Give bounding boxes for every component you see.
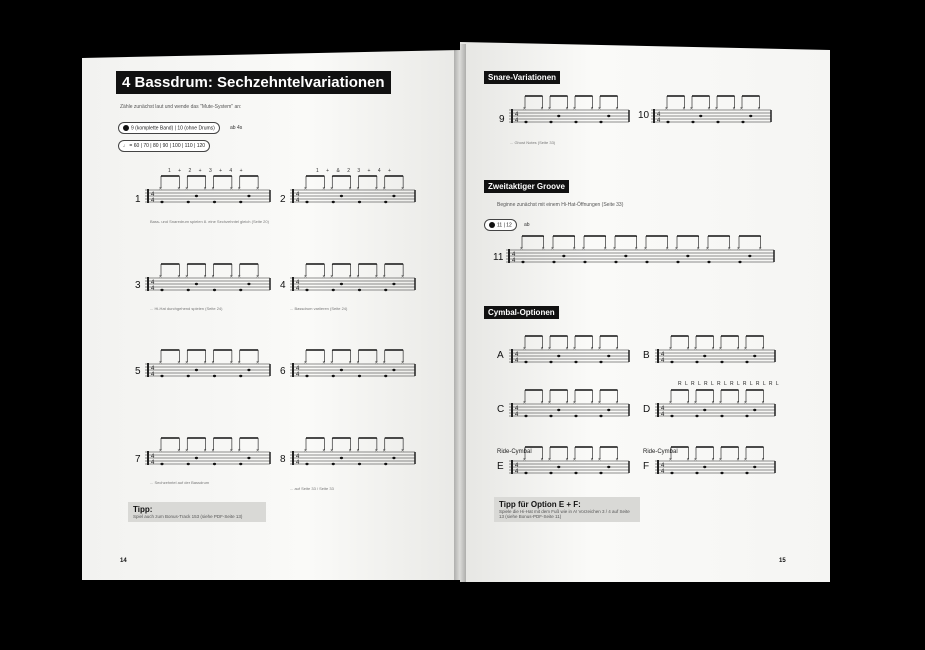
hihat-note: × [613, 246, 616, 252]
intro-text: Zähle zunächst laut und wende das "Mute-System" an: [120, 104, 242, 110]
exercise-number: 9 [499, 114, 505, 125]
hihat-note: × [719, 457, 722, 463]
tip-box [128, 502, 266, 522]
hihat-note: × [185, 360, 189, 366]
ride-label: Ride-Cymbal [643, 449, 678, 455]
hihat-note: × [732, 106, 736, 112]
time-signature: 4 [515, 469, 519, 475]
exercise-caption: ... Sechzehntel auf der Bassdrum [150, 480, 210, 485]
hihat-note: × [382, 360, 386, 366]
time-signature: 4 [151, 286, 155, 292]
hihat-note: × [330, 274, 334, 280]
hihat-note: × [565, 400, 569, 406]
hihat-note: × [665, 246, 669, 252]
hihat-note: × [737, 246, 740, 252]
hihat-note: × [744, 400, 747, 406]
hihat-note: × [356, 274, 360, 280]
hihat-note: × [322, 186, 326, 192]
hihat-note: × [598, 106, 601, 112]
hihat-note: × [590, 457, 594, 463]
exercise-caption: ... Hi-Hat durchgehend spielen (Seite 24) [150, 306, 223, 311]
hihat-note: × [686, 400, 690, 406]
time-signature: 4 [661, 463, 665, 469]
exercise-number: 4 [280, 280, 286, 291]
hihat-note: × [598, 457, 601, 463]
hihat-note: × [304, 448, 307, 454]
time-signature: 4 [151, 280, 155, 286]
hihat-note: × [159, 360, 162, 366]
hihat-note: × [686, 346, 690, 352]
hihat-note: × [715, 106, 718, 112]
hihat-note: × [330, 448, 334, 454]
hihat-note: × [736, 346, 740, 352]
time-signature: 4 [296, 192, 300, 198]
hihat-note: × [615, 106, 619, 112]
hihat-note: × [304, 274, 307, 280]
hihat-note: × [565, 106, 569, 112]
count-text: 1 + & 2 3 + 4 + [316, 168, 394, 174]
exercise-caption: ... auf Seite 33 / Seite 33 [290, 486, 334, 491]
time-signature: 4 [661, 358, 665, 364]
groove-pill-label: 11 | 12 [497, 222, 512, 229]
time-signature: 4 [515, 406, 519, 412]
hihat-note: × [203, 360, 207, 366]
hihat-note: × [548, 457, 551, 463]
hihat-note: × [185, 448, 189, 454]
hihat-note: × [356, 186, 360, 192]
hihat-note: × [761, 400, 765, 406]
hihat-note: × [356, 448, 360, 454]
option-label: A [497, 350, 504, 361]
track-pill-label: 9 (komplette Band) | 10 (ohne Drums) [131, 125, 215, 132]
track-after: ab 4s [230, 125, 243, 131]
hihat-note: × [761, 457, 765, 463]
hihat-note: × [523, 457, 526, 463]
hihat-note: × [211, 274, 215, 280]
hihat-note: × [736, 457, 740, 463]
page-number-right: 15 [779, 558, 786, 564]
exercise-caption: ... Bassdrum variieren (Seite 24) [290, 306, 348, 311]
hihat-note: × [644, 246, 647, 252]
hihat-note: × [669, 346, 672, 352]
hihat-note: × [229, 360, 233, 366]
hihat-note: × [401, 186, 405, 192]
time-signature: 4 [151, 460, 155, 466]
page-number-left: 14 [120, 558, 127, 564]
hihat-note: × [540, 400, 544, 406]
hihat-note: × [565, 457, 569, 463]
hihat-note: × [237, 274, 241, 280]
hihat-note: × [540, 106, 544, 112]
section-cymbal: Cymbal-Optionen [484, 306, 559, 319]
hihat-note: × [686, 457, 690, 463]
hihat-note: × [615, 400, 619, 406]
time-signature: 4 [151, 192, 155, 198]
hihat-note: × [665, 106, 668, 112]
cd-icon [489, 222, 495, 228]
hihat-note: × [548, 346, 551, 352]
hihat-note: × [541, 246, 545, 252]
hihat-note: × [736, 400, 740, 406]
exercise-caption: ... Ghost Notes (Seite 33) [510, 140, 556, 145]
hihat-note: × [523, 400, 526, 406]
hihat-note: × [159, 186, 162, 192]
hihat-note: × [211, 448, 215, 454]
hihat-note: × [669, 457, 672, 463]
time-signature: 4 [296, 198, 300, 204]
section-groove: Zweitaktiger Groove [484, 180, 569, 193]
hihat-note: × [548, 400, 551, 406]
hihat-note: × [348, 448, 352, 454]
hihat-note: × [540, 346, 544, 352]
exercise-number: 6 [280, 366, 286, 377]
hihat-note: × [382, 274, 386, 280]
hihat-note: × [573, 457, 576, 463]
hihat-note: × [356, 360, 360, 366]
hihat-note: × [382, 186, 386, 192]
hihat-note: × [401, 448, 405, 454]
hihat-note: × [322, 360, 326, 366]
option-label: B [643, 350, 650, 361]
hihat-note: × [719, 400, 722, 406]
time-signature: 4 [296, 286, 300, 292]
hihat-note: × [256, 186, 260, 192]
time-signature: 4 [515, 118, 519, 124]
hihat-note: × [185, 274, 189, 280]
hihat-note: × [540, 457, 544, 463]
exercise-number: 1 [135, 194, 141, 205]
hihat-note: × [694, 400, 697, 406]
groove-after: ab [524, 222, 530, 228]
hihat-note: × [382, 448, 386, 454]
hihat-note: × [675, 246, 678, 252]
hihat-note: × [573, 400, 576, 406]
hihat-note: × [598, 346, 601, 352]
exercise-number: 11 [493, 252, 504, 263]
hihat-note: × [348, 186, 352, 192]
hihat-note: × [758, 246, 762, 252]
hihat-note: × [177, 448, 181, 454]
exercise-number: 2 [280, 194, 286, 205]
tip-body: Spiele die Hi-Hat mit dem Fuß wie in A! Vorzeichen 3 / 4 auf Seite 13 (siehe Bonus-PDF-Seite 11) [499, 509, 630, 519]
hihat-note: × [374, 186, 378, 192]
hihat-note: × [669, 400, 672, 406]
groove-intro: Beginne zunächst mit einem Hi-Hat-Öffnungen (Seite 33) [497, 202, 624, 208]
time-signature: 4 [512, 252, 516, 258]
hihat-note: × [573, 346, 576, 352]
hihat-note: × [237, 186, 241, 192]
hihat-note: × [348, 360, 352, 366]
exercise-number: 10 [638, 110, 650, 121]
hihat-note: × [374, 448, 378, 454]
tempo-pill [118, 140, 210, 152]
tempo-pill-label: ♩ = 60 | 70 | 80 | 90 | 100 | 110 | 120 [123, 143, 206, 149]
hihat-note: × [694, 346, 697, 352]
time-signature: 4 [657, 112, 661, 118]
hihat-note: × [237, 448, 241, 454]
hihat-note: × [548, 106, 551, 112]
hihat-note: × [696, 246, 700, 252]
section-snare: Snare-Variationen [484, 71, 560, 84]
time-signature: 4 [661, 412, 665, 418]
exercise-number: 5 [135, 366, 141, 377]
hihat-note: × [615, 346, 619, 352]
hihat-note: × [304, 360, 307, 366]
hihat-note: × [401, 274, 405, 280]
time-signature: 4 [512, 258, 516, 264]
time-signature: 4 [151, 372, 155, 378]
time-signature: 4 [515, 112, 519, 118]
option-label: D [643, 404, 651, 415]
chapter-title: 4 Bassdrum: Sechzehntelvariationen [116, 71, 391, 94]
track-pill [118, 122, 220, 134]
option-label: E [497, 461, 504, 472]
hihat-note: × [203, 448, 207, 454]
option-label: F [643, 461, 650, 472]
time-signature: 4 [515, 412, 519, 418]
count-text: 1 + 2 + 3 + 4 + [168, 168, 246, 174]
tip-box [494, 497, 640, 522]
hihat-note: × [573, 106, 576, 112]
hihat-note: × [177, 274, 181, 280]
time-signature: 4 [151, 198, 155, 204]
hihat-note: × [615, 457, 619, 463]
time-signature: 4 [296, 372, 300, 378]
hihat-note: × [304, 186, 307, 192]
hihat-note: × [598, 400, 601, 406]
hihat-note: × [572, 246, 576, 252]
sticking-text: R L R L R L R L R L R L R L R L [678, 381, 780, 387]
hihat-note: × [237, 360, 241, 366]
time-signature: 4 [661, 406, 665, 412]
hihat-note: × [374, 274, 378, 280]
hihat-note: × [690, 106, 693, 112]
hihat-note: × [211, 360, 215, 366]
hihat-note: × [719, 346, 722, 352]
hihat-note: × [159, 448, 162, 454]
exercise-number: 7 [135, 454, 141, 465]
hihat-note: × [211, 186, 215, 192]
hihat-note: × [159, 274, 162, 280]
book-spine [454, 44, 466, 584]
hihat-note: × [590, 346, 594, 352]
hihat-note: × [229, 448, 233, 454]
hihat-note: × [322, 274, 326, 280]
hihat-note: × [520, 246, 523, 252]
hihat-note: × [229, 186, 233, 192]
tip-title: Tipp: [133, 505, 153, 514]
time-signature: 4 [296, 460, 300, 466]
hihat-note: × [761, 346, 765, 352]
time-signature: 4 [296, 454, 300, 460]
exercise-caption: Bass- und Snaredrum spielen 8. eine Sechzehntel gleich (Seite 20) [150, 219, 269, 224]
time-signature: 4 [296, 280, 300, 286]
option-label: C [497, 404, 505, 415]
hihat-note: × [711, 400, 715, 406]
hihat-note: × [590, 400, 594, 406]
ride-label: Ride-Cymbal [497, 449, 532, 455]
hihat-note: × [740, 106, 743, 112]
groove-pill [484, 219, 517, 231]
hihat-note: × [177, 360, 181, 366]
hihat-note: × [256, 274, 260, 280]
hihat-note: × [727, 246, 731, 252]
hihat-note: × [322, 448, 326, 454]
hihat-note: × [551, 246, 554, 252]
tip-body: Spiel auch zum Bonus-Track 153 (siehe PDF-Seite 13) [133, 514, 243, 519]
time-signature: 4 [515, 358, 519, 364]
hihat-note: × [523, 106, 526, 112]
time-signature: 4 [151, 366, 155, 372]
time-signature: 4 [661, 469, 665, 475]
hihat-note: × [256, 448, 260, 454]
hihat-note: × [348, 274, 352, 280]
hihat-note: × [374, 360, 378, 366]
exercise-number: 8 [280, 454, 286, 465]
tip-title: Tipp für Option E + F: [499, 500, 581, 509]
hihat-note: × [744, 346, 747, 352]
hihat-note: × [744, 457, 747, 463]
hihat-note: × [707, 106, 711, 112]
hihat-note: × [757, 106, 761, 112]
exercise-number: 3 [135, 280, 141, 291]
hihat-note: × [711, 457, 715, 463]
hihat-note: × [256, 360, 260, 366]
hihat-note: × [330, 360, 334, 366]
time-signature: 4 [151, 454, 155, 460]
hihat-note: × [603, 246, 607, 252]
hihat-note: × [229, 274, 233, 280]
hihat-note: × [582, 246, 585, 252]
hihat-note: × [565, 346, 569, 352]
time-signature: 4 [515, 352, 519, 358]
hihat-note: × [177, 186, 181, 192]
hihat-note: × [523, 346, 526, 352]
time-signature: 4 [657, 118, 661, 124]
time-signature: 4 [515, 463, 519, 469]
hihat-note: × [401, 360, 405, 366]
hihat-note: × [634, 246, 638, 252]
time-signature: 4 [296, 366, 300, 372]
hihat-note: × [694, 457, 697, 463]
hihat-note: × [203, 186, 207, 192]
hihat-note: × [330, 186, 334, 192]
hihat-note: × [590, 106, 594, 112]
cd-icon [123, 125, 129, 131]
hihat-note: × [185, 186, 189, 192]
hihat-note: × [682, 106, 686, 112]
hihat-note: × [706, 246, 709, 252]
hihat-note: × [711, 346, 715, 352]
hihat-note: × [203, 274, 207, 280]
time-signature: 4 [661, 352, 665, 358]
